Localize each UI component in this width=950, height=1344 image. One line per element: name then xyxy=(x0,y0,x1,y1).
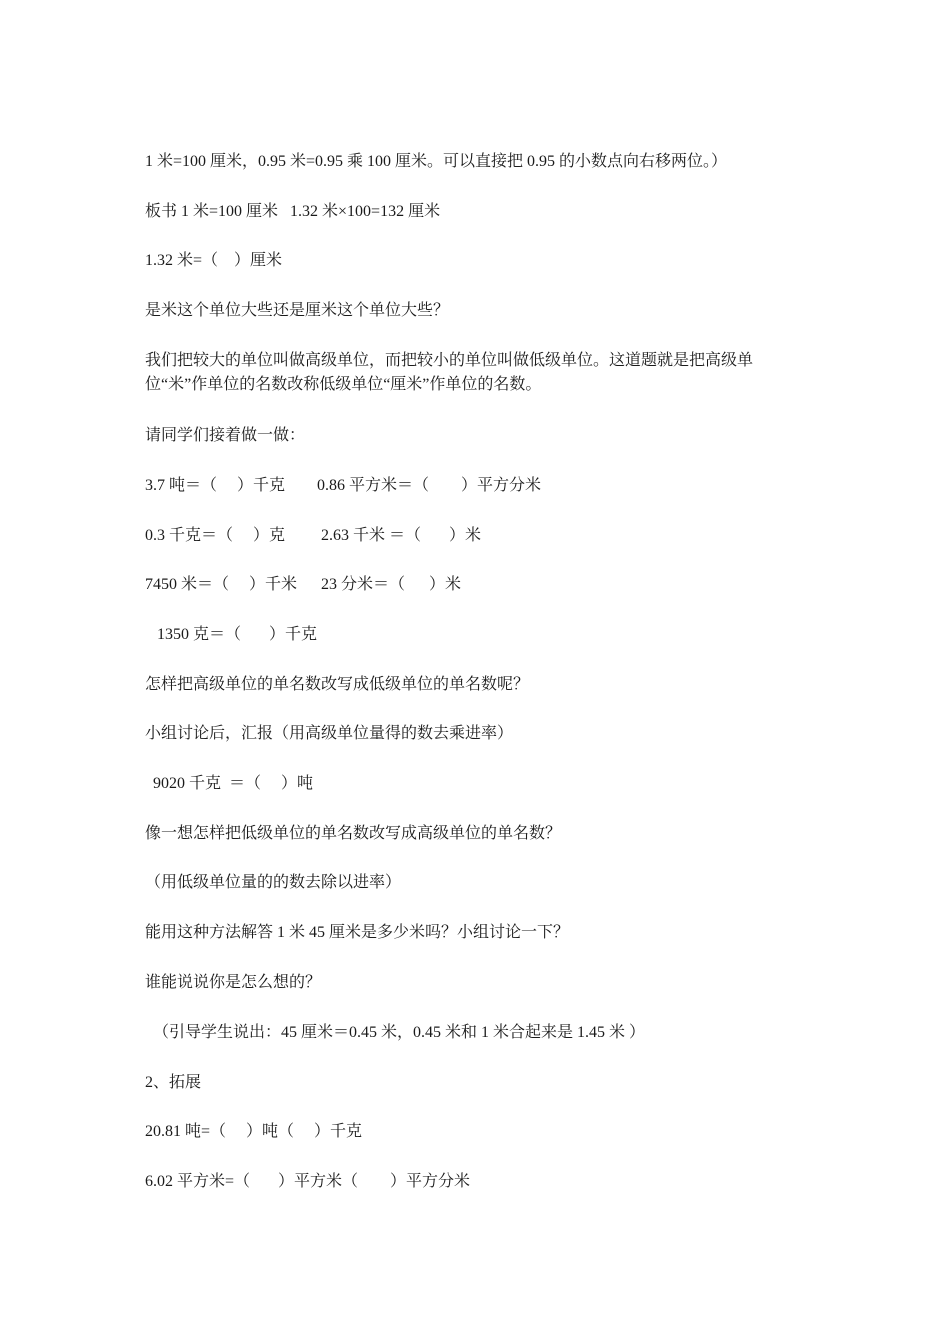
paragraph-exercise-4: 7450 米＝（ ）千米 23 分米＝（ ）米 xyxy=(145,576,462,593)
paragraph-guidance: （引导学生说出：45 厘米＝0.45 米，0.45 米和 1 米合起来是 1.45 米 ） xyxy=(145,1024,646,1041)
paragraph-explanation: 我们把较大的单位叫做高级单位，而把较小的单位叫做低级单位。这道题就是把高级单位“米”作单位的名数改称低级单位“厘米”作单位的名数。 xyxy=(145,352,754,393)
paragraph-exercise-6: 9020 千克 ＝（ ）吨 xyxy=(145,775,314,792)
paragraph-exercise-1: 1.32 米=（ ）厘米 xyxy=(145,252,283,269)
paragraph-exercise-7: 20.81 吨=（ ）吨（ ）千克 xyxy=(145,1123,363,1140)
paragraph-question-2: 怎样把高级单位的单名数改写成低级单位的单名数呢？ xyxy=(145,676,530,693)
paragraph-question-1: 是米这个单位大些还是厘米这个单位大些？ xyxy=(145,302,450,319)
paragraph-exercise-3: 0.3 千克＝（ ）克 2.63 千米 ＝（ ）米 xyxy=(145,527,482,544)
paragraph-meter-conversion: 1 米=100 厘米，0.95 米=0.95 乘 100 厘米。可以直接把 0.95 的小数点向右移两位。） xyxy=(145,153,728,170)
paragraph-question-4: 能用这种方法解答 1 米 45 厘米是多少米吗？小组讨论一下？ xyxy=(145,924,570,941)
paragraph-exercise-8: 6.02 平方米=（ ）平方米（ ）平方分米 xyxy=(145,1173,471,1190)
paragraph-question-5: 谁能说说你是怎么想的？ xyxy=(145,974,322,991)
paragraph-instruction: 请同学们接着做一做： xyxy=(145,427,306,444)
paragraph-question-3: 像一想怎样把低级单位的单名数改写成高级单位的单名数？ xyxy=(145,825,562,842)
paragraph-exercise-2: 3.7 吨＝（ ）千克 0.86 平方米＝（ ）平方分米 xyxy=(145,477,542,494)
paragraph-board-note: 板书 1 米=100 厘米 1.32 米×100=132 厘米 xyxy=(145,203,441,220)
paragraph-exercise-5: 1350 克＝（ ）千克 xyxy=(145,626,318,643)
paragraph-discussion-1: 小组讨论后，汇报（用高级单位量得的数去乘进率） xyxy=(145,725,514,742)
paragraph-method-note: （用低级单位量的的数去除以进率） xyxy=(145,874,402,891)
section-heading-extension: 2、拓展 xyxy=(145,1074,202,1091)
